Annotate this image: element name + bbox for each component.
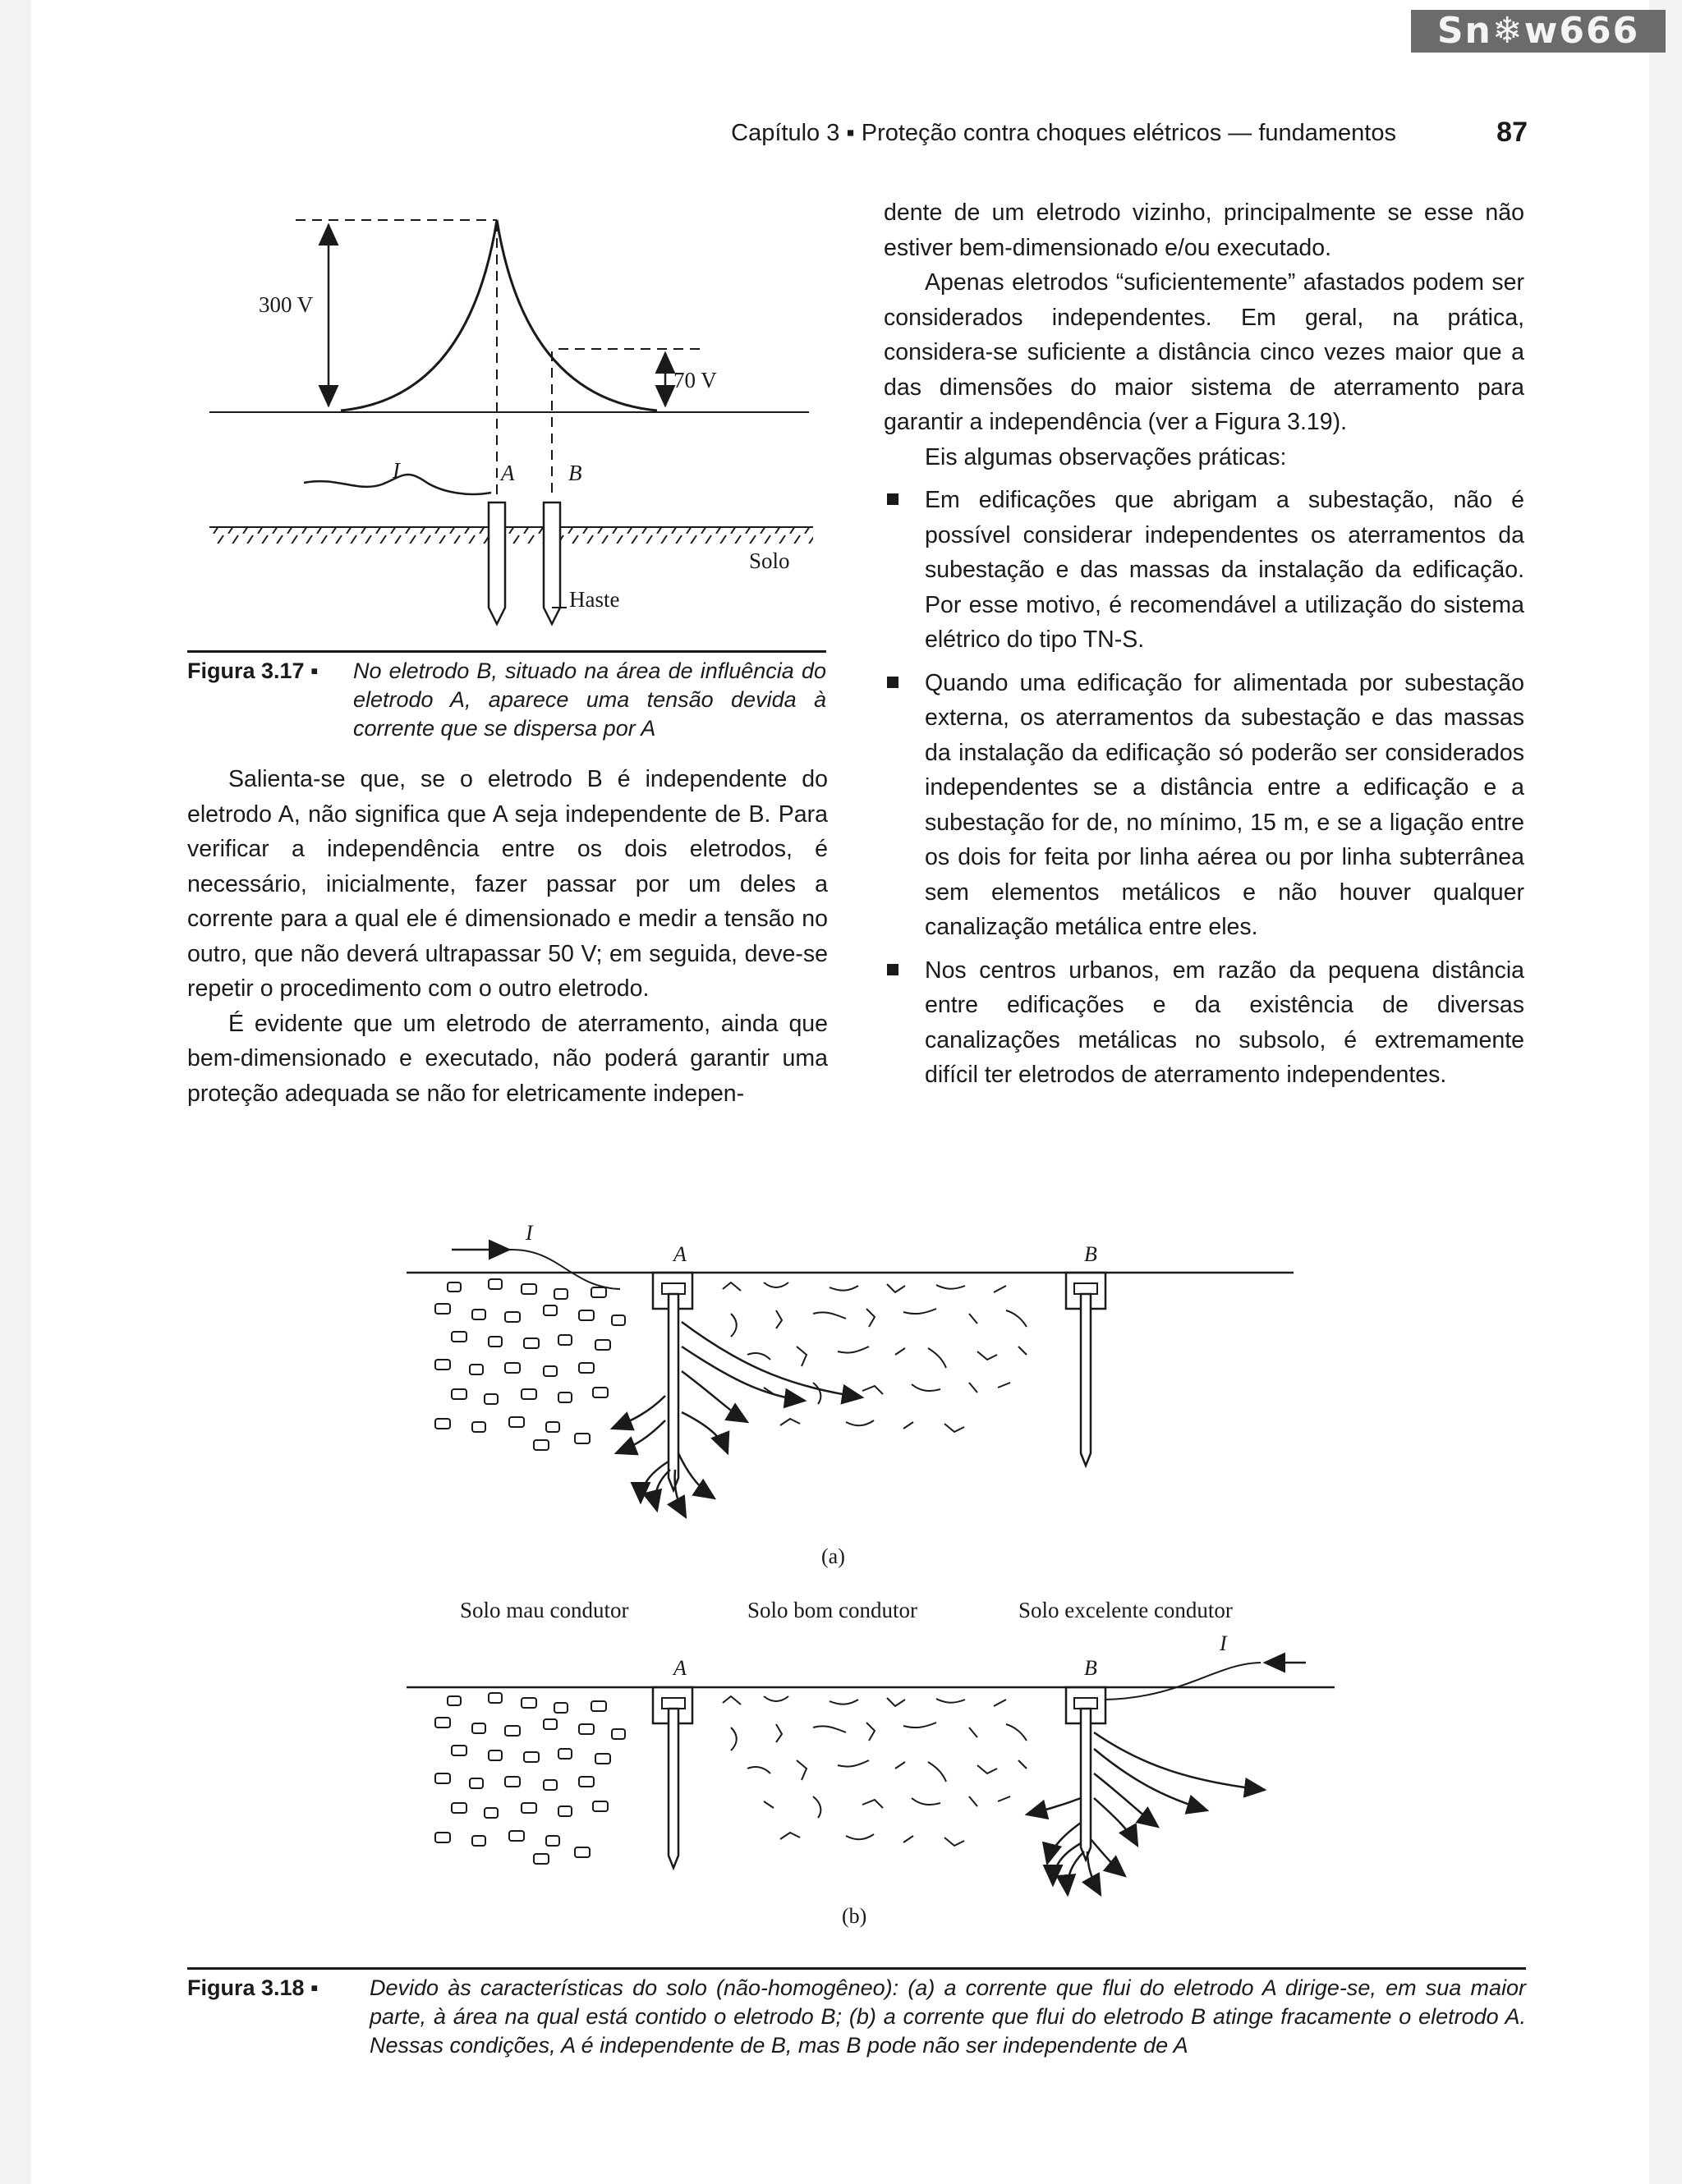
good-soil-fibers-a	[723, 1282, 1027, 1432]
electrode-b-rod	[544, 502, 560, 624]
right-column	[884, 195, 1524, 1093]
electrode-a-label-a: A	[673, 1242, 687, 1266]
electrode-b-label-b: B	[1084, 1656, 1097, 1680]
good-soil-fibers-b	[723, 1696, 1027, 1846]
current-path-a	[509, 1250, 620, 1289]
list-item-text: Em edificações que abrigam a subestação, não é possível considerar independentes os aterramentos da subestação e das massas da instalação da edificação. Por esse motivo, é recomendável a utilização do sistema elétrico do tipo TN-S.	[925, 487, 1524, 653]
list-item-text: Quando uma edificação for alimentada por subestação externa, os aterramentos da subestação e das massas da instalação da edificação só poderão ser considerados independentes se a distância entre a edificação e a subestação for de, no mínimo, 15 m, e se a ligação entre os dois for feita por linha aérea ou por linha subterrânea sem elementos metálicos e não houver qualquer canalização metálica entre eles.	[925, 669, 1524, 940]
left-column	[187, 762, 828, 1111]
electrode-b-label: B	[568, 461, 582, 485]
70v-label: 70 V	[673, 368, 717, 392]
potential-curve	[341, 220, 657, 411]
page-number: 87	[1496, 117, 1528, 148]
part-a-label: (a)	[821, 1544, 845, 1568]
solo-label: Solo	[749, 548, 790, 573]
electrode-b-clamp-a	[1074, 1283, 1097, 1294]
running-head: Capítulo 3 ▪ Proteção contra choques elétricos — fundamentos	[731, 120, 1396, 146]
figure-3-18-caption-label: Figura 3.18 ▪	[187, 1975, 319, 2000]
figure-3-18-caption-text: Devido às características do solo (não-homogêneo): (a) a corrente que flui do eletrodo A dirige-se, em sua maior parte, à área na qual está contido o eletrodo B; (b) a corrente que flui do eletrodo B atinge fracamente o eletrodo A. Nessas condições, A é independente de B, mas B pode não ser independente de A	[370, 1975, 1526, 2058]
soil-good-label: Solo bom condutor	[747, 1598, 917, 1622]
electrode-b-clamp-b	[1074, 1698, 1097, 1709]
soil-excellent-label: Solo excelente condutor	[1018, 1598, 1233, 1622]
bullet-square-icon	[887, 677, 898, 688]
figure-3-17-rule	[187, 650, 826, 653]
current-label-b: I	[1220, 1631, 1227, 1655]
left-paragraph-1: Salienta-se que, se o eletrodo B é independente do eletrodo A, não significa que A seja independente de B. Para verificar a independência entre os dois eletrodos, é necessário, inicialmente, fazer passar por um deles a corrente para a qual ele é dimensionado e medir a tensão no outro, que não deverá ultrapassar 50 V; em seguida, deve-se repetir o procedimento com o outro eletrodo.	[187, 766, 828, 1002]
electrode-b-rod-a	[1081, 1294, 1091, 1466]
current-flow-arrows-b	[1027, 1732, 1265, 1895]
current-label: I	[393, 458, 400, 483]
part-b-label: (b)	[842, 1904, 867, 1928]
list-item	[884, 666, 1524, 945]
figure-3-17-caption-text: No eletrodo B, situado na área de influência do eletrodo A, aparece uma tensão devida à corrente que se dispersa por A	[353, 658, 826, 741]
figure-3-17-diagram	[197, 205, 821, 649]
poor-soil-pebbles-b	[435, 1693, 625, 1864]
bullet-square-icon	[887, 964, 898, 975]
list-item	[884, 483, 1524, 658]
current-flow-arrows-a	[612, 1322, 862, 1517]
electrode-a-label: A	[501, 461, 515, 485]
right-paragraph-3: Eis algumas observações práticas:	[925, 443, 1287, 470]
observations-list	[884, 483, 1524, 1093]
ground-hatch	[209, 527, 813, 544]
electrode-a-clamp-a	[662, 1283, 685, 1294]
electrode-a-label-b: A	[673, 1656, 687, 1680]
poor-soil-pebbles-a	[435, 1279, 625, 1450]
current-label-a: I	[526, 1221, 533, 1245]
figure-3-18-rule	[187, 1967, 1526, 1970]
figure-3-17-caption-label: Figura 3.17 ▪	[187, 658, 319, 683]
electrode-a-rod-a	[669, 1294, 678, 1490]
right-paragraph-2: Apenas eletrodos “suficientemente” afastados podem ser considerados independentes. Em geral, na prática, considera-se suficiente a distância cinco vezes maior que a das dimensões do maior sistema de aterramento para garantir a independência (ver a Figura 3.19).	[884, 269, 1524, 435]
electrode-b-label-a: B	[1084, 1242, 1097, 1266]
list-item-text: Nos centros urbanos, em razão da pequena distância entre edificações e da existência de diversas canalizações metálicas no subsolo, é extremamente difícil ter eletrodos de aterramento independentes.	[925, 957, 1524, 1088]
list-item	[884, 953, 1524, 1093]
soil-poor-label: Solo mau condutor	[460, 1598, 629, 1622]
haste-label: Haste	[569, 587, 620, 612]
left-paragraph-2: É evidente que um eletrodo de aterramento, ainda que bem-dimensionado e executado, não poderá garantir uma proteção adequada se não for eletricamente indepen-	[187, 1010, 828, 1107]
300v-label: 300 V	[259, 292, 314, 317]
bullet-square-icon	[887, 493, 898, 505]
electrode-b-rod-b	[1081, 1709, 1091, 1860]
electrode-a-rod-b	[669, 1709, 678, 1868]
electrode-a-rod	[489, 502, 505, 624]
watermark: Sn❄w666	[1411, 10, 1666, 53]
current-path-b	[1105, 1663, 1261, 1700]
electrode-a-clamp-b	[662, 1698, 685, 1709]
right-paragraph-1: dente de um eletrodo vizinho, principalmente se esse não estiver bem-dimensionado e/ou executado.	[884, 200, 1524, 261]
figure-3-18-diagram	[402, 1207, 1339, 1946]
